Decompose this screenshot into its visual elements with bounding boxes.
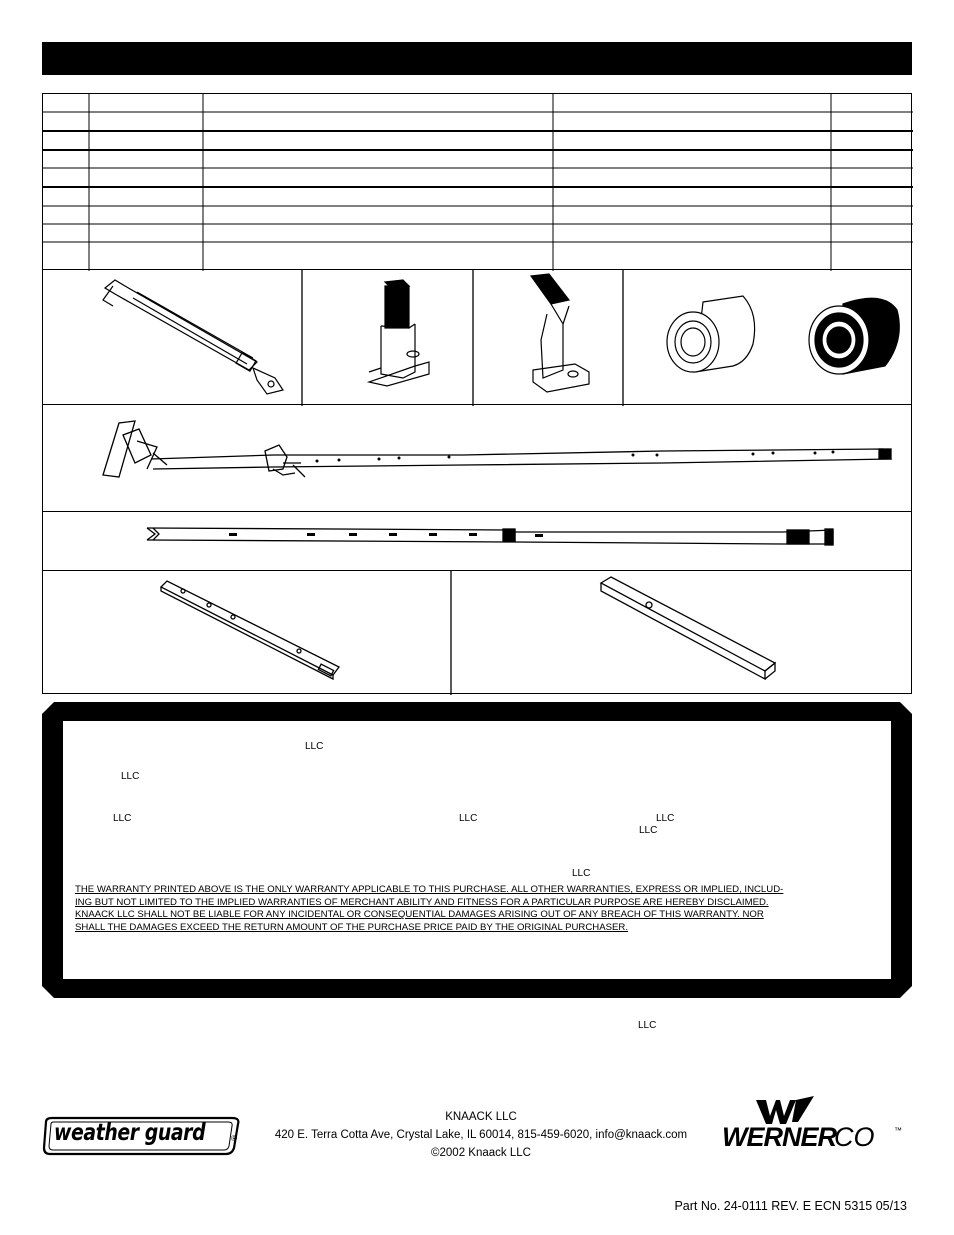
post-bracket-drawing [369,280,429,386]
header-bar [42,42,912,75]
werner-co-logo [722,1094,912,1158]
angled-bracket-drawing [531,274,589,392]
flat-bar-right-drawing [601,577,775,679]
illustration-row-straight-bar [42,511,912,571]
disclaimer-line: ING BUT NOT LIMITED TO THE IMPLIED WARRANTIES OF MERCHANT ABILITY AND FITNESS FOR A PARTICULAR PURPOSE ARE HEREBY DISCLAIMED. [75,896,769,908]
werner-w-mark-icon [756,1096,816,1124]
cylinder-strut-drawing [103,280,283,394]
bushing-white-drawing [667,296,755,372]
company-name: KNAACK LLC [445,1111,517,1123]
company-info [250,1108,712,1162]
warranty-llc-mark: LLC [572,868,591,879]
bushing-black-drawing [809,298,899,374]
illustration-row-hardware [42,269,912,405]
warranty-llc-mark: LLC [459,813,478,824]
warranty-llc-mark: LLC [656,813,675,824]
warranty-disclaimer [75,884,887,934]
warranty-llc-mark: LLC [121,771,140,782]
illustration-row-long-arm [42,404,912,512]
disclaimer-line: KNAACK LLC SHALL NOT BE LIABLE FOR ANY INCIDENTAL OR CONSEQUENTIAL DAMAGES ARISING OUT OF ANY BREACH OF THIS WARRANTY. NOR [75,909,764,921]
copyright: ©2002 Knaack LLC [431,1147,531,1159]
warranty-panel [60,718,894,982]
warranty-llc-mark: LLC [305,741,324,752]
parts-table-grid [43,94,913,271]
registered-mark: ® [231,1134,237,1143]
weather-guard-logo [42,1116,244,1156]
warranty-llc-mark: LLC [113,813,132,824]
llc-mark: LLC [638,1020,657,1031]
trademark-mark: ™ [894,1126,902,1135]
flat-bar-left-drawing [161,581,339,679]
company-address: 420 E. Terra Cotta Ave, Crystal Lake, IL 60014, 815-459-6020, info@knaack.com [274,1129,688,1141]
long-arm-drawing [103,421,891,477]
illustration-row-flat-bars [42,570,912,694]
disclaimer-line: SHALL THE DAMAGES EXCEED THE RETURN AMOUNT OF THE PURCHASE PRICE PAID BY THE ORIGINAL PURCHASER. [75,921,628,933]
werner-logo-co: CO [834,1122,875,1152]
disclaimer-line: THE WARRANTY PRINTED ABOVE IS THE ONLY WARRANTY APPLICABLE TO THIS PURCHASE. ALL OTHER WARRANTIES, EXPRESS OR IMPLIED, INCLUD- [75,884,784,895]
warranty-llc-mark: LLC [639,825,658,836]
straight-bar-drawing [147,528,833,545]
part-number: Part No. 24-0111 REV. E ECN 5315 05/13 [674,1199,907,1213]
parts-table [42,93,912,270]
werner-logo-text: WERNER [722,1122,836,1152]
weather-guard-logo-text: weather guard [54,1120,206,1146]
